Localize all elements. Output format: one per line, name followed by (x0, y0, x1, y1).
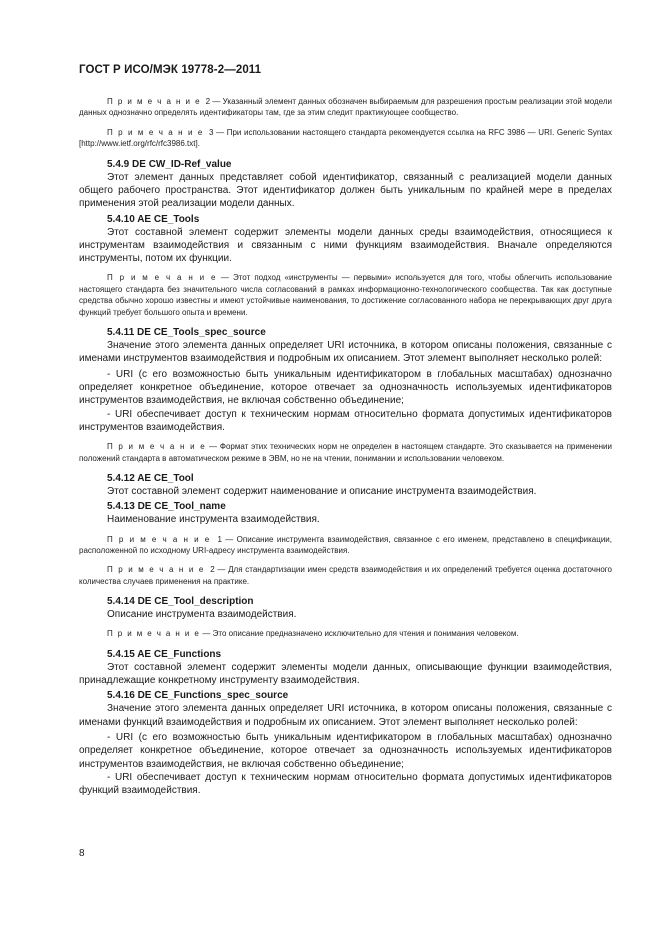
note-label: П р и м е ч а н и е (107, 442, 207, 452)
section-text-5-4-10: Этот составной элемент содержит элементы модели данных среды взаимодействия, относящиеся к инструментам взаимодействия и связанным с ними функциям взаимодействия. Вначале определяются инструменты, потом их функции. (79, 226, 612, 265)
section-heading-5-4-12: 5.4.12 AE CE_Tool (107, 472, 194, 484)
page-number: 8 (79, 848, 85, 859)
section-text-5-4-11: Значение этого элемента данных определяет URI источника, в котором описаны положения, связанные с именами инструментов взаимодействия и подробным их описанием. Этот элемент выполняет несколько ролей: (79, 340, 612, 365)
section-heading-5-4-13: 5.4.13 DE CE_Tool_name (107, 501, 226, 513)
note-text: — Формат этих технических норм не определен в настоящем стандарте. Это сказывается на применении положений стандарта в автоматическом режиме в ЭВМ, но не на чтении, понимании и использовании человеком. (79, 442, 612, 463)
section-heading-5-4-9: 5.4.9 DE CW_ID-Ref_value (107, 158, 232, 170)
note-5-4-14 (79, 628, 612, 639)
note-label: П р и м е ч а н и е (107, 534, 211, 544)
section-heading-5-4-10: 5.4.10 AE CE_Tools (107, 213, 200, 225)
section-text-5-4-16: Значение этого элемента данных определяет URI источника, в котором описаны положения, связанные с именами функций взаимодействия и подробным их описанием. Этот элемент выполняет несколько ролей: (79, 703, 612, 728)
note-label: П р и м е ч а н и е (107, 97, 201, 106)
note-5-4-13-1 (79, 534, 612, 557)
section-text-5-4-15: Этот составной элемент содержит элементы модели данных, описывающие функции взаимодействия, принадлежащие конкретному инструменту взаимодействия. (79, 661, 612, 687)
note-5-4-10 (79, 272, 612, 318)
note-label: П р и м е ч а н и е (107, 127, 204, 137)
note-label: П р и м е ч а н и е (107, 273, 217, 283)
section-text-5-4-9: Этот элемент данных представляет собой идентификатор, связанный с реализацией модели данных общего рабочего пространства. Этот идентификатор должен быть уникальным по крайней мере в пределах применения этой реализации модели данных. (79, 171, 612, 210)
section-text-5-4-13: Наименование инструмента взаимодействия. (107, 514, 320, 526)
section-heading-5-4-11: 5.4.11 DE CE_Tools_spec_source (107, 327, 266, 339)
note-2 (79, 96, 612, 119)
note-number: 3 (209, 127, 214, 137)
section-heading-5-4-14: 5.4.14 DE CE_Tool_description (107, 596, 254, 608)
section-text-5-4-14: Описание инструмента взаимодействия. (107, 609, 297, 621)
note-text: — Описание инструмента взаимодействия, связанное с его именем, представлено в спецификации, расположенной по исходному URI-адресу инструмента взаимодействия. (79, 534, 612, 555)
note-number: 2 (210, 565, 215, 575)
note-text: — Для стандартизации имен средств взаимодействия и их определений требуется оценка достаточного количества случаев применения на практике. (79, 565, 612, 586)
note-text: — При использовании настоящего стандарта рекомендуется ссылка на RFC 3986 — URI. Generic Syntax [http://www.ietf.org/rfc/rfc3986.txt]. (79, 127, 612, 149)
note-text: — Этот подход «инструменты — первыми» используется для того, чтобы облегчить использование настоящего стандарта без значительного числа согласований в рамках информационно-технологического сообщества. Так как доступные средства обычно хорошо известны и имеют устойчивые наименования, то достижение согласованного набора не перекрывающих друг друга функций требует большого опыта и времени. (79, 273, 612, 317)
note-label: П р и м е ч а н и е (107, 565, 205, 575)
note-label: П р и м е ч а н и е (107, 629, 201, 639)
page-header: ГОСТ Р ИСО/МЭК 19778-2—2011 (79, 64, 262, 76)
section-text-5-4-12: Этот составной элемент содержит наименование и описание инструмента взаимодействия. (107, 485, 537, 497)
note-number: 1 (217, 534, 222, 544)
note-text: — Это описание предназначено исключительно для чтения и понимания человеком. (202, 629, 519, 639)
section-heading-5-4-16: 5.4.16 DE CE_Functions_spec_source (107, 690, 289, 702)
note-text: — Указанный элемент данных обозначен выбираемым для разрешения простым реализации этой модели данных однозначно определять идентификаторы там, где за этим следит практикующее сообщество. (79, 97, 612, 118)
section-heading-5-4-15: 5.4.15 AE CE_Functions (107, 648, 222, 660)
list-item: - URI (с его возможностью быть уникальным идентификатором в глобальных масштабах) однозначно определяет конкретное объединение, которое отвечает за однозначность используемых идентификаторов инструментов взаимодействия, не включая собственно объединение; (79, 368, 612, 407)
document-body (79, 96, 612, 798)
note-number: 2 (205, 97, 211, 106)
list-item: - URI (с его возможностью быть уникальным идентификатором в глобальных масштабах) однозначно определяет конкретное объединение, которое отвечает за однозначность используемых идентификаторов инструментов взаимодействия, не включая собственно объединение; (79, 732, 612, 770)
list-item: - URI обеспечивает доступ к техническим нормам относительно формата допустимых идентификаторов функций взаимодействия. (79, 771, 612, 797)
list-item: - URI обеспечивает доступ к техническим нормам относительно формата допустимых идентификаторов инструментов взаимодействия. (79, 408, 612, 433)
note-5-4-11 (79, 441, 612, 464)
note-3 (79, 127, 612, 150)
note-5-4-13-2 (79, 564, 612, 587)
